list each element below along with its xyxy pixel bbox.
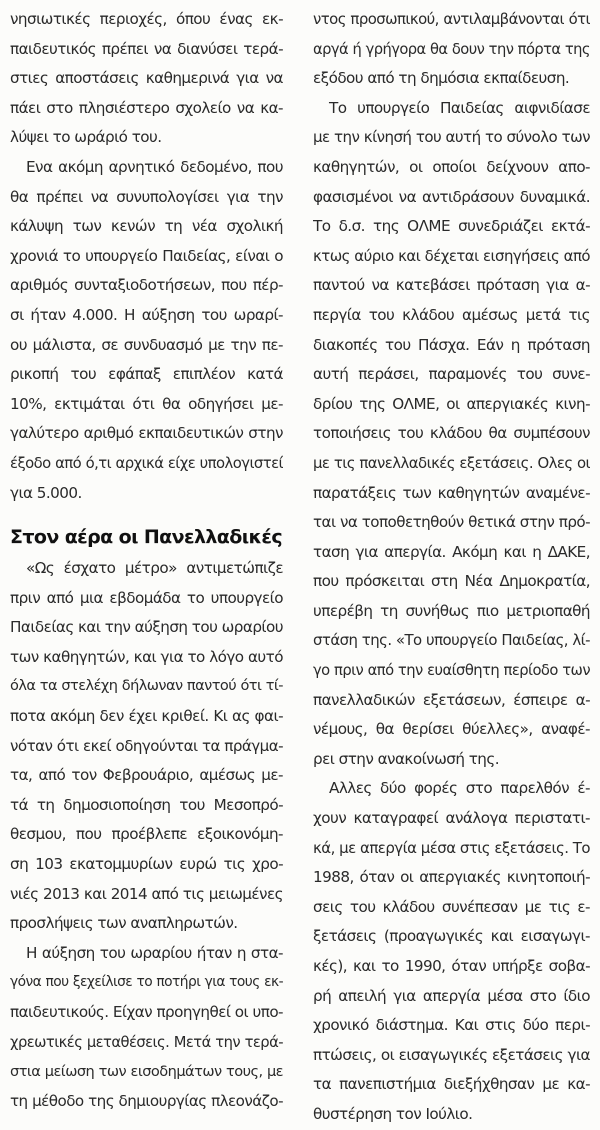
text-line: χρεωτικές μεταθέσεις. Μετά την τερά- <box>10 1033 283 1051</box>
paragraph <box>313 94 590 775</box>
text-line: ου μάλιστα, σε συνδυασμό με την πε- <box>10 335 283 354</box>
text-line: με τις πανελλαδικές εξετάσεις. Ολες οι <box>313 453 590 472</box>
text-line: με την κίνησή του αυτή το σύνολο των <box>313 128 590 147</box>
text-line: κτως αύριο και δέχεται εισηγήσεις από <box>313 246 590 265</box>
text-line: καθηγητών, οι οποίοι δείχνουν απο- <box>313 157 590 176</box>
text-line: σι ήταν 4.000. Η αύξηση του ωραρί- <box>10 305 283 324</box>
text-line: «Ως έσχατο μέτρο» αντιμετώπιζε <box>26 559 283 578</box>
text-line: Ενα ακόμη αρνητικό δεδομένο, που <box>26 157 283 176</box>
text-line: δρίου της ΟΛΜΕ, οι απεργιακές κινη- <box>313 394 590 413</box>
text-line: τα πανεπιστήμια διεξήχθησαν με κα- <box>313 1075 590 1094</box>
text-line: αριθμός συνταξιοδοτήσεων, που πέρ- <box>10 276 283 295</box>
text-line: γόνα που ξεχείλισε το ποτήρι για τους εκ- <box>10 974 283 991</box>
text-line: Το υπουργείο Παιδείας αιφνιδίασε <box>329 98 590 117</box>
text-line: προσλήψεις των αναπληρωτών. <box>10 914 238 933</box>
left-column <box>10 5 283 1116</box>
text-line: παιδευτικούς. Είχαν προηγηθεί οι υπο- <box>10 1003 283 1021</box>
text-line: αργά ή γρήγορα θα δουν την πόρτα της <box>313 40 590 58</box>
text-line: ρή απειλή για απεργία μέσα στο ίδιο <box>313 986 590 1005</box>
text-line: που πρόσκειται στη Νέα Δημοκρατία, <box>313 572 590 591</box>
text-line: των καθηγητών, και για το λόγο αυτό <box>10 647 283 666</box>
text-line: σεις του κλάδου συνέπεσαν με τις ε- <box>313 897 590 916</box>
text-line: Η αύξηση του ωραρίου ήταν η στα- <box>26 943 283 962</box>
text-line: στιες αποστάσεις καθημερινά για να <box>10 69 283 88</box>
text-line: χρονικό διάστημα. Και στις δύο περι- <box>313 1016 590 1035</box>
right-column <box>313 5 590 1130</box>
text-line: για 5.000. <box>10 483 82 502</box>
text-line: τοποιήσεις του κλάδου θα συμπέσουν <box>313 424 590 443</box>
text-line: υπερέβη τη συνήθως πιο μετριοπαθή <box>313 601 590 620</box>
text-line: κά, με απεργία μέσα στις εξετάσεις. Το <box>313 838 590 857</box>
text-line: ται να τοποθετηθούν θετικά στην πρό- <box>313 513 590 532</box>
paragraph <box>313 5 590 94</box>
text-line: κάλυψη των κενών τη νέα σχολική <box>10 217 283 236</box>
text-line: ση 103 εκατομμυρίων ευρώ τις χρο- <box>10 855 283 874</box>
spacer <box>10 508 283 520</box>
text-line: στάση της. «Το υπουργείο Παιδείας, λί- <box>313 631 590 650</box>
text-line: πανελλαδικών εξετάσεων, έσπειρε α- <box>313 690 590 709</box>
text-line: περγία του κλάδου αμέσως μετά τις <box>313 305 590 324</box>
text-line: διακοπές του Πάσχα. Εάν η πρόταση <box>313 335 590 354</box>
text-line: γαλύτερο αριθμό εκπαιδευτικών στην <box>10 424 283 443</box>
text-line: όλα τα στελέχη δήλωναν παντού ότι τί- <box>10 678 283 695</box>
text-line: παρατάξεις των καθηγητών αναμένε- <box>313 483 590 502</box>
text-line: χρονιά το υπουργείο Παιδείας, είναι ο <box>10 246 283 265</box>
text-line: έξοδο από ό,τι αρχικά είχε υπολογιστεί <box>10 454 283 472</box>
text-line: θεσμου, που προέβλεπε εξοικονόμη- <box>10 825 283 844</box>
paragraph <box>10 554 283 939</box>
text-line: νιές 2013 και 2014 από τις μειωμένες <box>10 884 283 903</box>
text-line: στια μείωση των εισοδημάτων τους, με <box>10 1063 283 1081</box>
text-line: ρικοπή του εφάπαξ επιπλέον κατά <box>10 365 283 384</box>
text-line: τα, από τον Φεβρουάριο, αμέσως με- <box>10 766 283 785</box>
text-line: κές), και το 1990, όταν υπήρξε σοβα- <box>313 957 590 975</box>
text-line: παντού να κατεβάσει πρόταση για α- <box>313 276 590 295</box>
text-line: γο πριν από την ευαίσθητη περίοδο των <box>313 662 590 680</box>
text-line: πτώσεις, οι εισαγωγικές εξετάσεις για <box>313 1045 590 1064</box>
text-line: 10%, εκτιμάται ότι θα οδηγήσει με- <box>10 394 283 413</box>
text-line: Το δ.σ. της ΟΛΜΕ συνεδριάζει εκτά- <box>313 217 590 236</box>
text-line: ρει στην ανακοίνωσή της. <box>313 749 500 768</box>
text-line: φασισμένοι να αντιδράσουν δυναμικά. <box>313 187 590 206</box>
text-line: ποτα ακόμη δεν έχει κριθεί. Κι ας φαι- <box>10 707 283 726</box>
text-line: Παιδείας και την αύξηση του ωραρίου <box>10 618 283 637</box>
text-line: θυστέρηση τον Ιούλιο. <box>313 1104 473 1123</box>
text-line: νησιωτικές περιοχές, όπου ένας εκ- <box>10 10 283 28</box>
section-heading: Στον αέρα οι Πανελλαδικές <box>10 526 283 549</box>
text-line: Αλλες δύο φορές στο παρελθόν έ- <box>329 779 590 798</box>
text-line: πριν από μια εβδομάδα το υπουργείο <box>10 588 283 607</box>
text-line: νέμους, θα θερίσει θύελλες», αναφέ- <box>313 720 590 739</box>
text-line: νόταν ότι εκεί οδηγούνται τα πράγμα- <box>10 736 283 755</box>
text-line: ντος προσωπικού, αντιλαμβάνονται ότι <box>313 10 590 28</box>
paragraph <box>313 774 590 1129</box>
text-line: παιδευτικός πρέπει να διανύσει τερά- <box>10 39 283 58</box>
text-line: ταση για απεργία. Ακόμη και η ΔΑΚΕ, <box>313 542 590 561</box>
text-line: ξετάσεις (προαγωγικές και εισαγωγι- <box>313 927 590 946</box>
text-line: τά τη δημοσιοποίηση του Μεσοπρό- <box>10 795 283 814</box>
paragraph <box>10 939 283 1117</box>
text-line: αυτή περάσει, παραμονές του συνε- <box>313 365 590 384</box>
text-line: 1988, όταν οι απεργιακές κινητοποιή- <box>313 868 590 887</box>
paragraph <box>10 5 283 153</box>
text-line: εξόδου από τη δημόσια εκπαίδευση. <box>313 69 570 88</box>
text-line: λύψει το ωράριό του. <box>10 128 162 147</box>
paragraph <box>10 153 283 508</box>
text-line: θα πρέπει να συνυπολογίσει για την <box>10 187 283 206</box>
text-line: τη μέθοδο της δημιουργίας πλεονάζο- <box>10 1091 283 1110</box>
text-line: πάει στο πλησιέστερο σχολείο να κα- <box>10 98 283 117</box>
text-line: χουν καταγραφεί ανάλογα περιστατι- <box>313 809 590 828</box>
